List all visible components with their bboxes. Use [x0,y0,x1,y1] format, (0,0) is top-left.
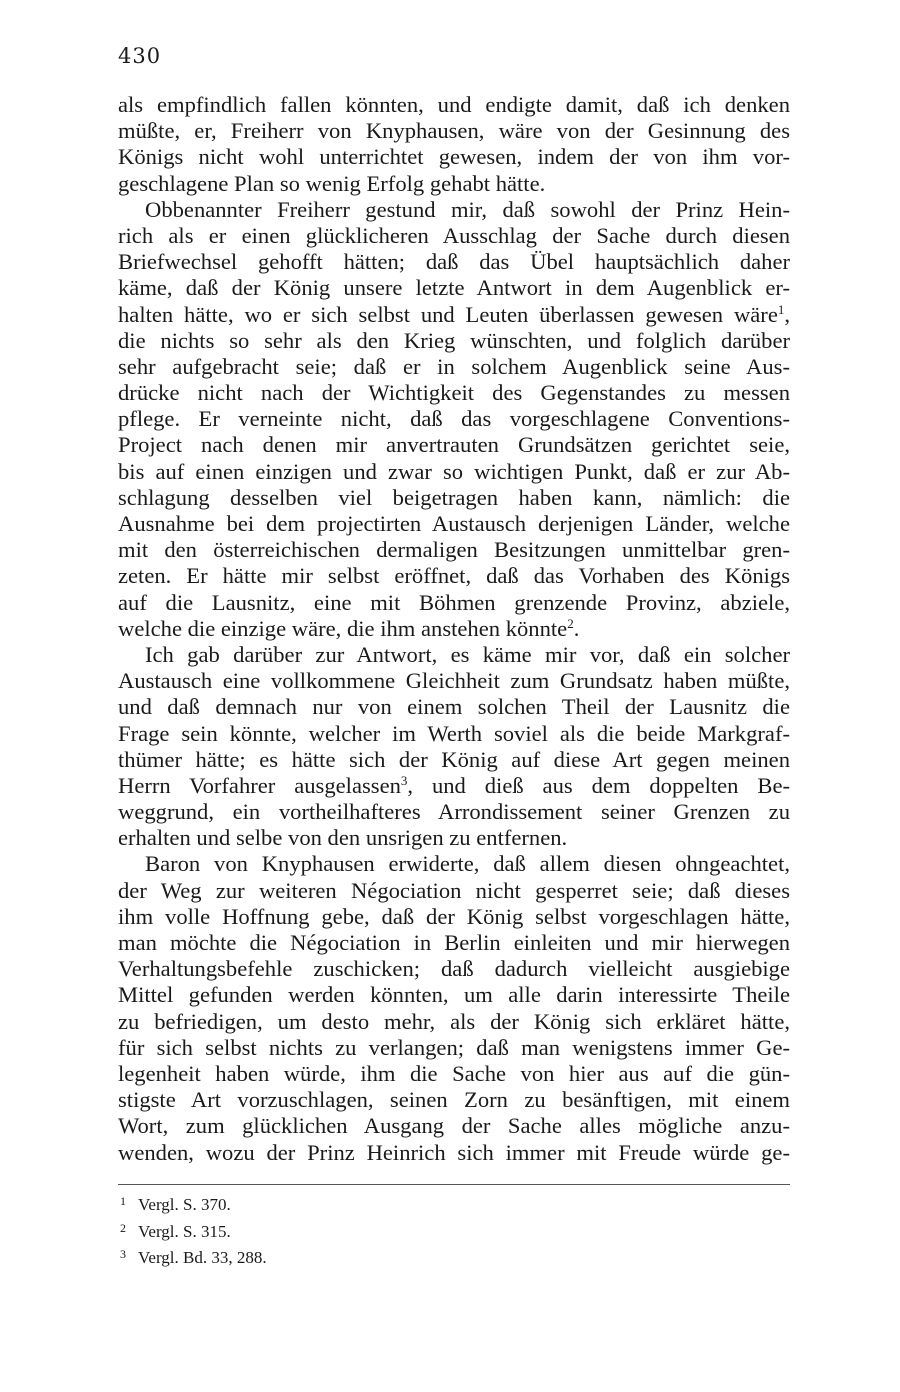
line-text: , [784,301,790,327]
line-text: welche die einzige wäre, die ihm anstehen könnte [118,615,568,641]
text-line: Baron von Knyphausen erwiderte, daß allem diesen ohngeachtet, [145,851,790,877]
line-text: Herrn Vorfahrer ausgelassen [118,772,401,798]
text-line: Ausnahme bei dem projectirten Austausch derjenigen Länder, welche [118,511,790,536]
body-text [118,92,790,1166]
text-line: rich als er einen glücklicheren Ausschlag der Sache durch diesen [118,222,790,248]
footnote-item [120,1243,267,1270]
footnote-ref: 3 [400,772,408,788]
footnotes [120,1190,267,1270]
text-line: bis auf einen einzigen und zwar so wichtigen Punkt, daß er zur Ab- [118,458,790,484]
text-line: als empfindlich fallen könnten, und endigte damit, daß ich denken [118,92,790,117]
text-line [118,773,790,799]
text-line: käme, daß der König unsere letzte Antwort in dem Augenblick er- [118,275,790,301]
text-line: mit den österreichischen dermaligen Besitzungen unmittelbar gren- [118,537,790,563]
text-line: geschlagene Plan so wenig Erfolg gehabt hätte. [118,170,546,196]
text-line: legenheit haben würde, ihm die Sache von hier aus auf die gün- [118,1060,790,1086]
text-line [118,616,790,642]
footnote-mark: 3 [120,1247,126,1261]
text-line: schlagung desselben viel beigetragen haben kann, nämlich: die [118,484,790,510]
text-line: pflege. Er verneinte nicht, daß das vorgeschlagene Conventions- [118,406,790,432]
footnote-text: Vergl. S. 370. [138,1195,231,1214]
footnote-ref: 1 [777,301,785,317]
line-text: , und dieß aus dem doppelten Be- [407,772,790,798]
text-line: Ich gab darüber zur Antwort, es käme mir vor, daß ein solcher [145,641,790,667]
text-line: ihm volle Hoffnung gebe, daß der König selbst vorgeschlagen hätte, [118,903,790,929]
text-line: und daß demnach nur von einem solchen Theil der Lausnitz die [118,694,790,720]
text-line: Briefwechsel gehofft hätten; daß das Übel hauptsächlich daher [118,249,790,275]
text-line: der Weg zur weiteren Négociation nicht gesperret seie; daß dieses [118,877,790,903]
text-line: zeten. Er hätte mir selbst eröffnet, daß das Vorhaben des Königs [118,563,790,589]
footnote-separator [118,1184,790,1185]
text-line: Wort, zum glücklichen Ausgang der Sache alles mögliche anzu- [118,1113,790,1139]
text-line: zu befriedigen, um desto mehr, als der König sich erkläret hätte, [118,1008,790,1034]
text-line: stigste Art vorzuschlagen, seinen Zorn zu besänftigen, mit einem [118,1087,790,1113]
text-line: die nichts so sehr als den Krieg wünschten, und folglich darüber [118,327,790,353]
text-line: Frage sein könnte, welcher im Werth soviel als die beide Markgraf- [118,720,790,746]
text-line: drücke nicht nach der Wichtigkeit des Gegenstandes zu messen [118,380,790,406]
footnote-mark: 2 [120,1220,126,1235]
footnote-ref: 2 [567,615,574,631]
text-line: Austausch eine vollkommene Gleichheit zum Grundsatz haben müßte, [118,668,790,694]
text-line: Project nach denen mir anvertrauten Grundsätzen gerichtet seie, [118,432,790,458]
footnote-text: Vergl. S. 315. [138,1221,231,1241]
footnote-item [120,1217,267,1244]
footnote-text: Vergl. Bd. 33, 288. [138,1248,267,1267]
line-text: . [573,615,580,641]
text-line: erhalten und selbe von den unsrigen zu entfernen. [118,825,568,851]
text-line: man möchte die Négociation in Berlin einleiten und mir hierwegen [118,930,790,955]
text-line: auf die Lausnitz, eine mit Böhmen grenzende Provinz, abziele, [118,589,790,615]
text-line: sehr aufgebracht seie; daß er in solchem Augenblick seine Aus- [118,353,790,379]
text-line: weggrund, ein vortheilhafteres Arrondissement seiner Grenzen zu [118,799,790,825]
footnote-item [120,1190,267,1217]
footnote-mark: 1 [120,1194,126,1208]
text-line: Königs nicht wohl unterrichtet gewesen, indem der von ihm vor- [118,144,790,170]
line-text: halten hätte, wo er sich selbst und Leuten überlassen gewesen wäre [118,301,778,327]
text-line: thümer hätte; es hätte sich der König auf diese Art gegen meinen [118,746,790,772]
text-line: Verhaltungsbefehle zuschicken; daß dadurch vielleicht ausgiebige [118,956,790,982]
text-line: Obbenannter Freiherr gestund mir, daß sowohl der Prinz Hein- [145,196,790,222]
page-number: 430 [118,44,162,68]
text-line: Mittel gefunden werden könnten, um alle darin interessirte Theile [118,982,790,1008]
text-line: wenden, wozu der Prinz Heinrich sich immer mit Freude würde ge- [118,1139,790,1165]
text-line [118,302,790,328]
text-line: für sich selbst nichts zu verlangen; daß man wenigstens immer Ge- [118,1034,790,1060]
text-line: müßte, er, Freiherr von Knyphausen, wäre von der Gesinnung des [118,118,790,144]
